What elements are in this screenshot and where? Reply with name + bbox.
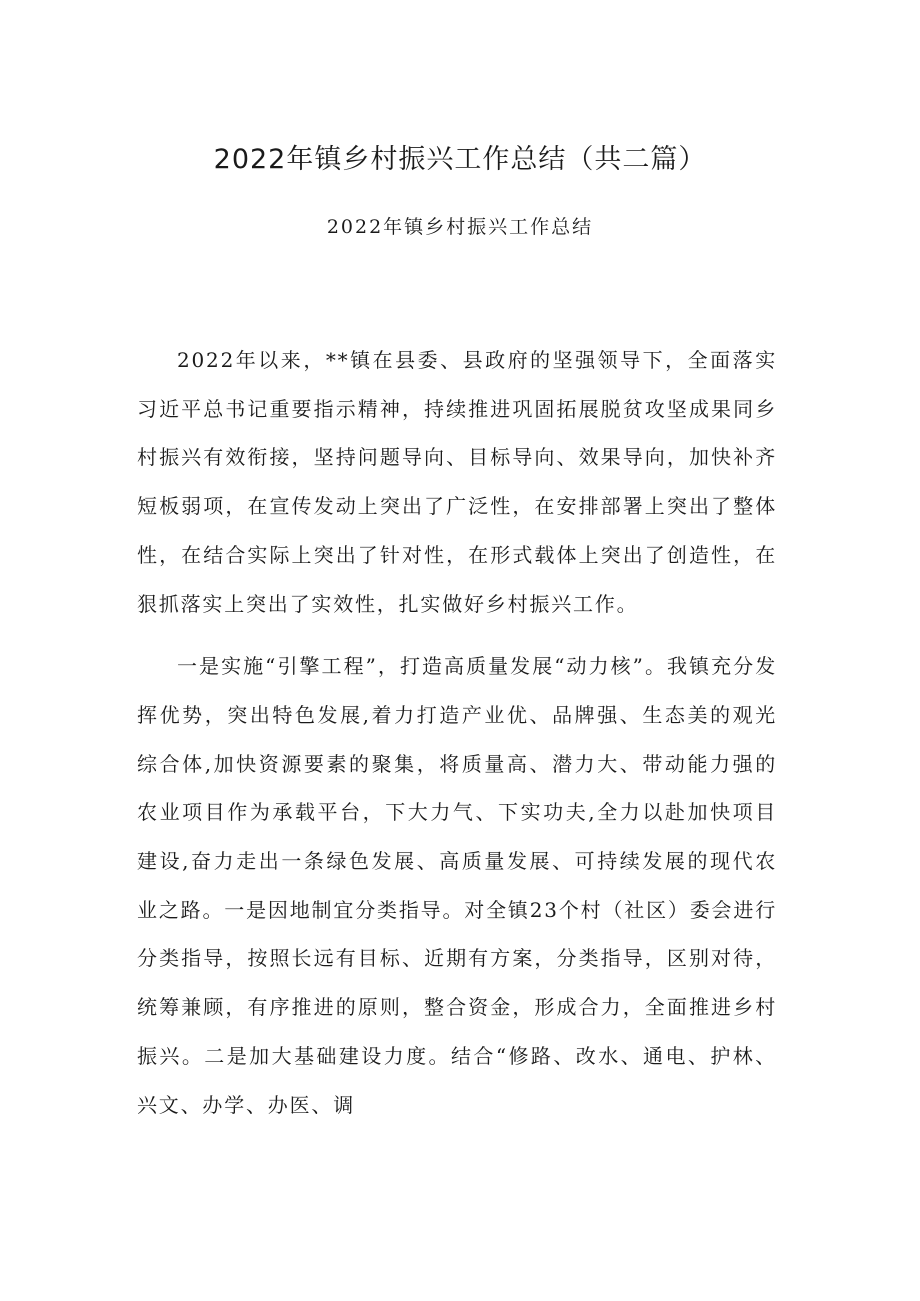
paragraph-engine-project: 一是实施“引擎工程”，打造高质量发展“动力核”。我镇充分发挥优势，突出特色发展,着力打造产业优、品牌强、生态美的观光综合体,加快资源要素的聚集，将质量高、潜力大、带动能力强的农业项目作为承载平台，下大力气、下实功夫,全力以赴加快项目建设,奋力走出一条绿色发展、高质量发展、可持续发展的现代农业之路。一是因地制宜分类指导。对全镇23个村（社区）委会进行分类指导，按照长远有目标、近期有方案，分类指导，区别对待，统筹兼顾，有序推进的原则，整合资金，形成合力，全面推进乡村振兴。二是加大基础建设力度。结合“修路、改水、通电、护林、兴文、办学、办医、调 [137,654,777,1117]
paragraph-intro: 2022年以来，**镇在县委、县政府的坚强领导下，全面落实习近平总书记重要指示精神，持续推进巩固拓展脱贫攻坚成果同乡村振兴有效衔接，坚持问题导向、目标导向、效果导向，加快补齐短板弱项，在宣传发动上突出了广泛性，在安排部署上突出了整体性，在结合实际上突出了针对性，在形式载体上突出了创造性，在狠抓落实上突出了实效性，扎实做好乡村振兴工作。 [137,348,777,616]
document-title: 2022年镇乡村振兴工作总结（共二篇） [213,144,707,175]
document-body [137,336,777,1129]
document-subtitle: 2022年镇乡村振兴工作总结 [326,216,594,238]
